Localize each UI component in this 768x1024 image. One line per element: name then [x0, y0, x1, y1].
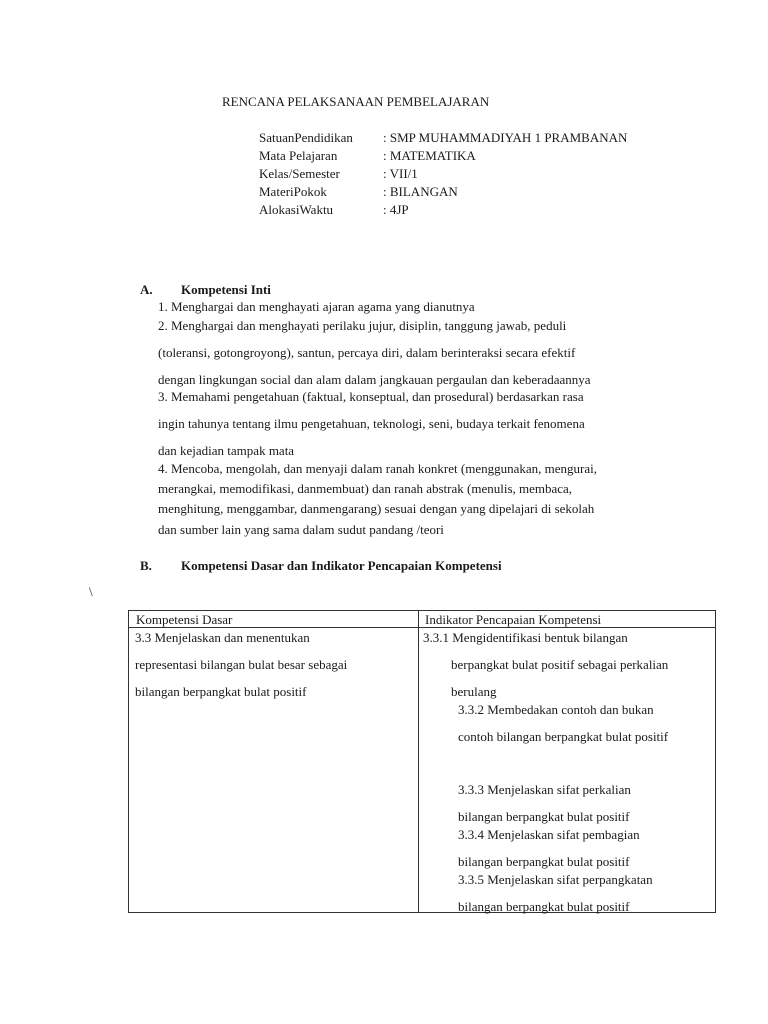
- table-column-divider: [418, 611, 419, 912]
- ipk-line: bilangan berpangkat bulat positif: [458, 899, 630, 914]
- ki-line: 2. Menghargai dan menghayati perilaku jujur, disiplin, tanggung jawab, peduli: [158, 318, 567, 333]
- ipk-line: 3.3.1 Mengidentifikasi bentuk bilangan: [423, 630, 628, 645]
- identity-value-time: : 4JP: [383, 202, 409, 217]
- kd-line: bilangan berpangkat bulat positif: [135, 684, 307, 699]
- section-a-heading: Kompetensi Inti: [181, 282, 271, 297]
- section-b-letter: B.: [140, 558, 152, 573]
- kd-ipk-table: [128, 610, 716, 913]
- ki-line: merangkai, memodifikasi, danmembuat) dan ranah abstrak (menulis, membaca,: [158, 481, 573, 496]
- stray-backslash: \: [89, 584, 93, 599]
- ki-line: dan kejadian tampak mata: [158, 443, 295, 458]
- identity-label-class: Kelas/Semester: [259, 166, 340, 181]
- identity-value-subject: : MATEMATIKA: [383, 148, 476, 163]
- ki-line: (toleransi, gotongroyong), santun, percaya diri, dalam berinteraksi secara efektif: [158, 345, 576, 360]
- ipk-line: contoh bilangan berpangkat bulat positif: [458, 729, 669, 744]
- ipk-line: 3.3.2 Membedakan contoh dan bukan: [458, 702, 654, 717]
- kd-line: 3.3 Menjelaskan dan menentukan: [135, 630, 310, 645]
- page-title: RENCANA PELAKSANAAN PEMBELAJARAN: [222, 94, 490, 109]
- section-a-letter: A.: [140, 282, 153, 297]
- ipk-line: berpangkat bulat positif sebagai perkalian: [451, 657, 669, 672]
- ki-line: 3. Memahami pengetahuan (faktual, konseptual, dan prosedural) berdasarkan rasa: [158, 389, 584, 404]
- ipk-line: bilangan berpangkat bulat positif: [458, 854, 630, 869]
- identity-label-time: AlokasiWaktu: [259, 202, 334, 217]
- identity-label-topic: MateriPokok: [259, 184, 327, 199]
- ki-line: dan sumber lain yang sama dalam sudut pandang /teori: [158, 522, 444, 537]
- section-b-heading: Kompetensi Dasar dan Indikator Pencapaian Kompetensi: [181, 558, 502, 573]
- identity-label-subject: Mata Pelajaran: [259, 148, 338, 163]
- ki-line: dengan lingkungan social dan alam dalam jangkauan pergaulan dan keberadaannya: [158, 372, 591, 387]
- table-header-kd: Kompetensi Dasar: [136, 612, 233, 627]
- table-header-ipk: Indikator Pencapaian Kompetensi: [425, 612, 602, 627]
- identity-value-topic: : BILANGAN: [383, 184, 458, 199]
- ipk-line: 3.3.4 Menjelaskan sifat pembagian: [458, 827, 640, 842]
- kd-line: representasi bilangan bulat besar sebagai: [135, 657, 348, 672]
- identity-value-class: : VII/1: [383, 166, 418, 181]
- ipk-line: berulang: [451, 684, 497, 699]
- ki-line: ingin tahunya tentang ilmu pengetahuan, teknologi, seni, budaya terkait fenomena: [158, 416, 585, 431]
- ki-line: 4. Mencoba, mengolah, dan menyaji dalam ranah konkret (menggunakan, mengurai,: [158, 461, 597, 476]
- ki-line: menghitung, menggambar, danmengarang) sesuai dengan yang dipelajari di sekolah: [158, 501, 595, 516]
- ipk-line: bilangan berpangkat bulat positif: [458, 809, 630, 824]
- identity-label-school: SatuanPendidikan: [259, 130, 353, 145]
- ki-line: 1. Menghargai dan menghayati ajaran agama yang dianutnya: [158, 299, 475, 314]
- identity-value-school: : SMP MUHAMMADIYAH 1 PRAMBANAN: [383, 130, 628, 145]
- ipk-line: 3.3.5 Menjelaskan sifat perpangkatan: [458, 872, 653, 887]
- ipk-line: 3.3.3 Menjelaskan sifat perkalian: [458, 782, 631, 797]
